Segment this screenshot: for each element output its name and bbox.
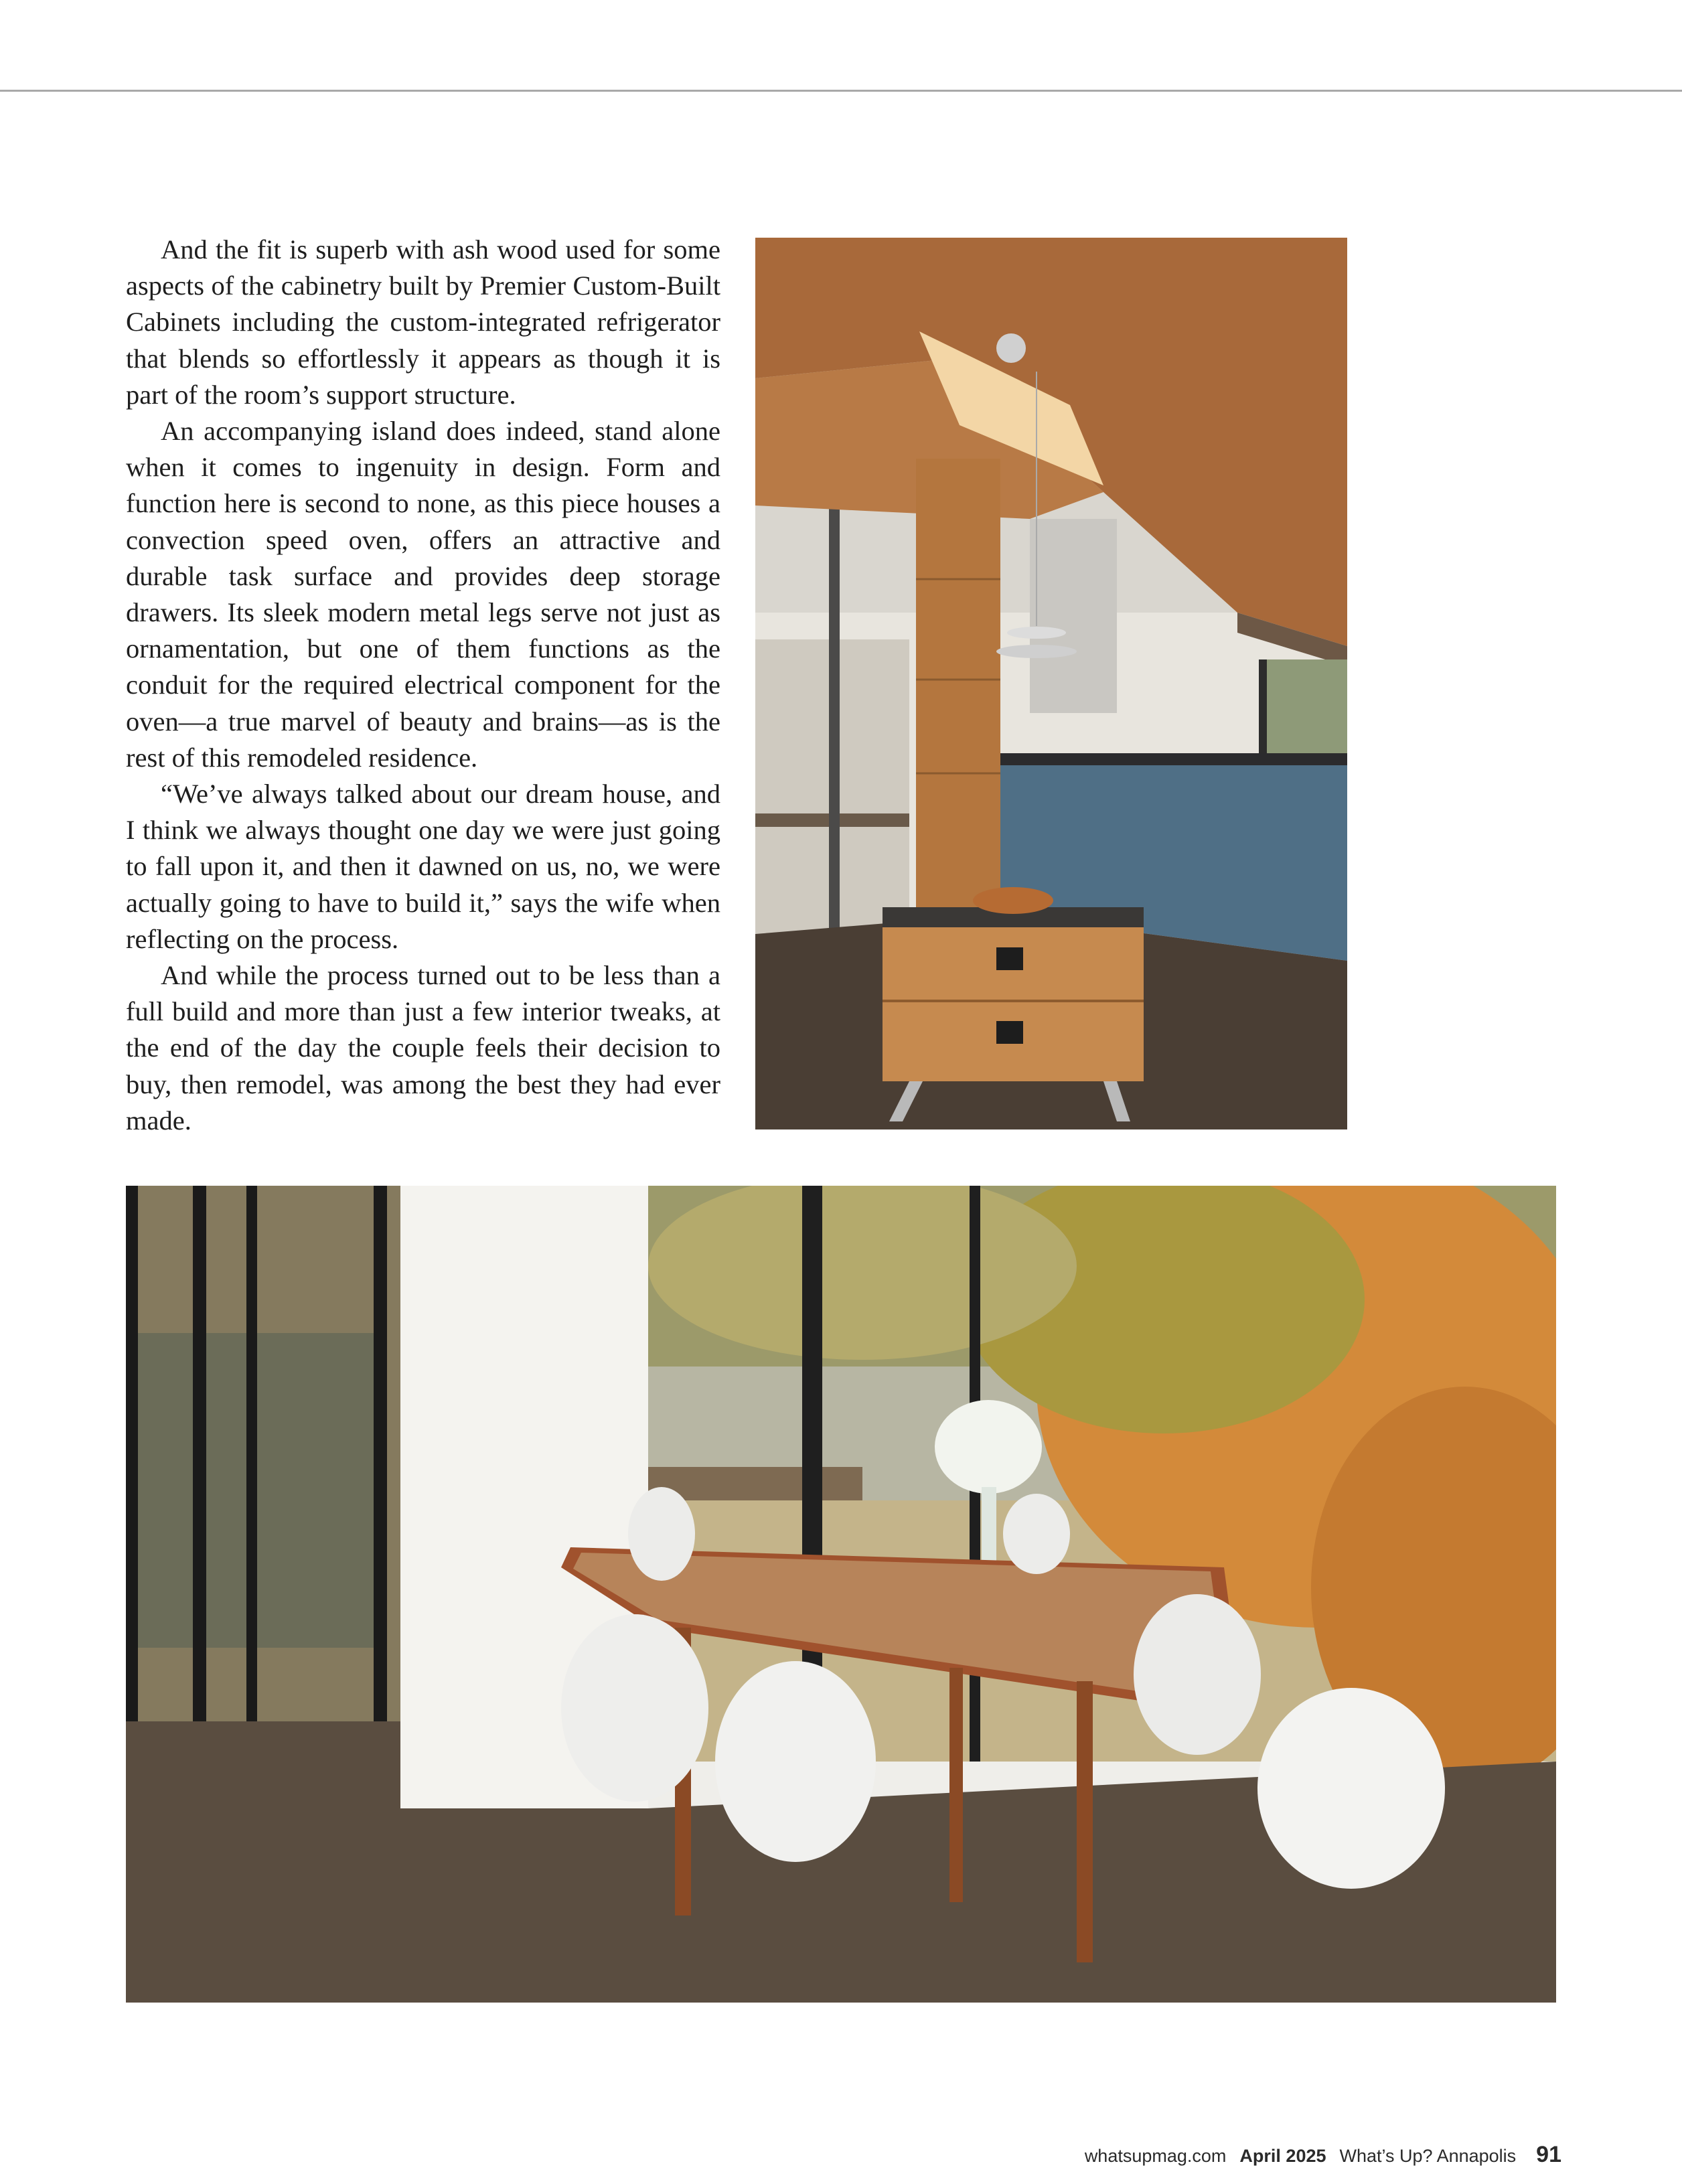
kitchen-photo — [755, 238, 1347, 1129]
dining-room-photo — [126, 1186, 1556, 2003]
paragraph-4: And while the process turned out to be less than a full build and more than just a few interior tweaks, at the end of the day the couple feels their decision to buy, then remodel, was among the best they had ever made. — [126, 960, 720, 1136]
page-footer — [1085, 2142, 1561, 2169]
footer-date: April 2025 — [1239, 2146, 1326, 2166]
footer-magazine: What’s Up? Annapolis — [1339, 2146, 1517, 2166]
page-number: 91 — [1536, 2142, 1561, 2167]
paragraph-2: An accompanying island does indeed, stand alone when it comes to ingenuity in design. Form and function here is second to none, as this piece houses a convection speed oven, offers an attractive and durable task surface and provides deep storage drawers. Its sleek modern metal legs serve not just as ornamentation, but one of them functions as the conduit for the required electrical component for the oven—a true marvel of beauty and brains—as is the rest of this remodeled residence. — [126, 416, 720, 773]
article-body — [126, 232, 720, 1139]
footer-site: whatsupmag.com — [1084, 2146, 1227, 2166]
paragraph-3: “We’ve always talked about our dream house, and I think we always thought one day we were just going to fall upon it, and then it dawned on us, no, we were actually going to have to build it,” says the wife when reflecting on the process. — [126, 779, 720, 954]
paragraph-1: And the fit is superb with ash wood used for some aspects of the cabinetry built by Premier Custom-Built Cabinets including the custom-integrated refrigerator that blends so effortlessly it appears as though it is part of the room’s support structure. — [126, 234, 720, 410]
header-rule — [0, 90, 1682, 92]
